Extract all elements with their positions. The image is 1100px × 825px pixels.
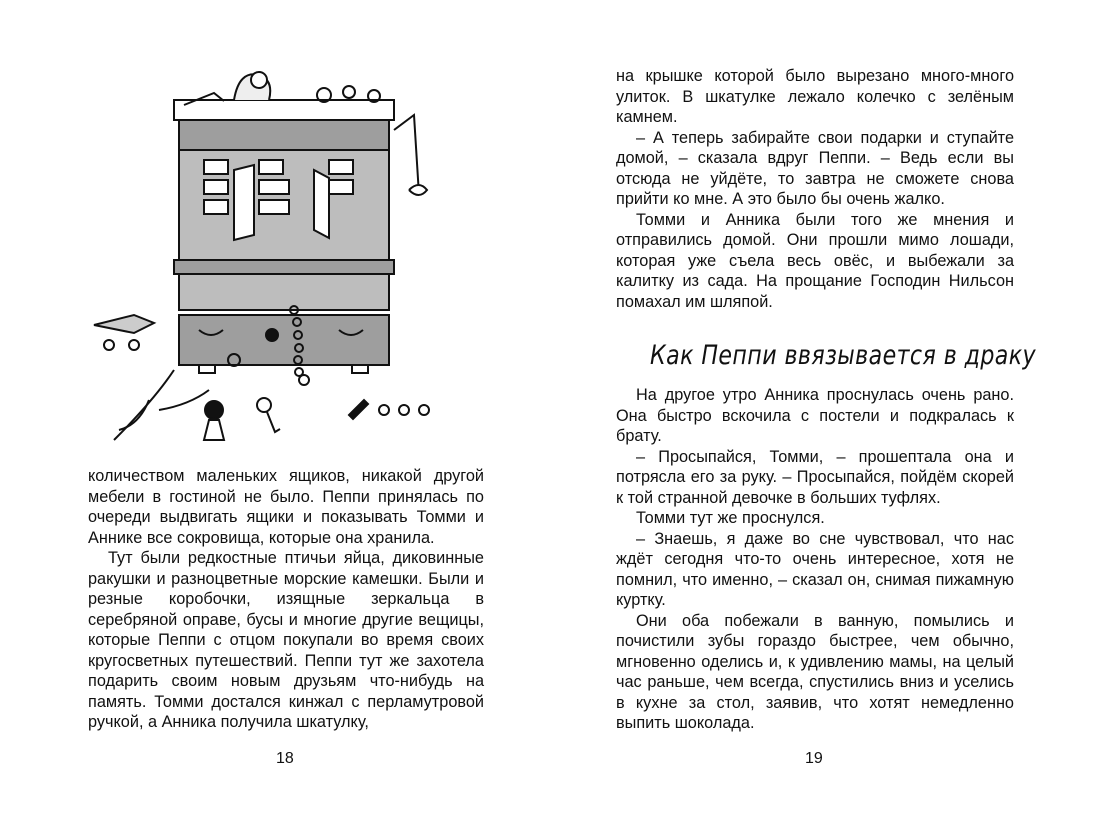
right-page-text-top (616, 66, 1014, 312)
paragraph: Томми тут же проснулся. (636, 509, 825, 527)
paragraph: на крышке которой было вырезано много-много улиток. В шкатулке лежало колечко с зелёным камнем. (616, 67, 1014, 126)
paragraph: Они оба побежали в ванную, помылись и почистили зубы гораздо быстрее, чем обычно, мгновенно оделись и, к удивлению мамы, на целый час раньше, чем всегда, спустились вниз и уселись в кухне за стол, заявив, что хотят немедленно выпить шоколада. (616, 611, 1014, 732)
page-number: 18 (276, 750, 294, 767)
right-page-text-bottom (616, 385, 1014, 734)
chapter-title: Как Пеппи ввязывается в драку (650, 340, 1037, 371)
paragraph: – А теперь забирайте свои подарки и ступайте домой, – сказала вдруг Пеппи. – Ведь если вы отсюда не уйдёте, то завтра не сможете снова прийти ко мне. А это было бы очень жалко. (616, 128, 1014, 208)
left-page-text (88, 466, 484, 733)
paragraph: – Просыпайся, Томми, – прошептала она и потрясла его за руку. – Просыпайся, пойдём скорей к той странной девочке в больших туфлях. (616, 447, 1014, 507)
paragraph: На другое утро Анника проснулась очень рано. Она быстро вскочила с постели и подкралась к брату. (616, 386, 1014, 445)
paragraph: Тут были редкостные птичьи яйца, диковинные ракушки и разноцветные морские камешки. Были и резные коробочки, изящные зеркальца в серебряной оправе, бусы и многие другие вещицы, которые Пеппи с отцом покупали во время своих кругосветных путешествий. Пеппи тут же захотела подарить своим новым друзьям что-нибудь на память. Томми достался кинжал с перламутровой ручкой, а Анника получила шкатулку, (88, 549, 484, 731)
paragraph: – Знаешь, я даже во сне чувствовал, что нас ждёт сегодня что-то очень интересное, хотя не помнил, что именно, – сказал он, снимая пижамную куртку. (616, 529, 1014, 609)
paragraph: количеством маленьких ящиков, никакой другой мебели в гостиной не было. Пеппи принялась по очереди выдвигать ящики и показывать Томми и Аннике все сокровища, которые она хранила. (88, 467, 484, 547)
paragraph: Томми и Анника были того же мнения и отправились домой. Они прошли мимо лошади, которая уже съела весь овёс, и выбежали за калитку из сада. На прощание Господин Нильсон помахал им шляпой. (616, 210, 1014, 311)
right-page (550, 0, 1100, 825)
page-number: 19 (805, 750, 823, 767)
chest-of-drawers-illustration (84, 60, 454, 460)
